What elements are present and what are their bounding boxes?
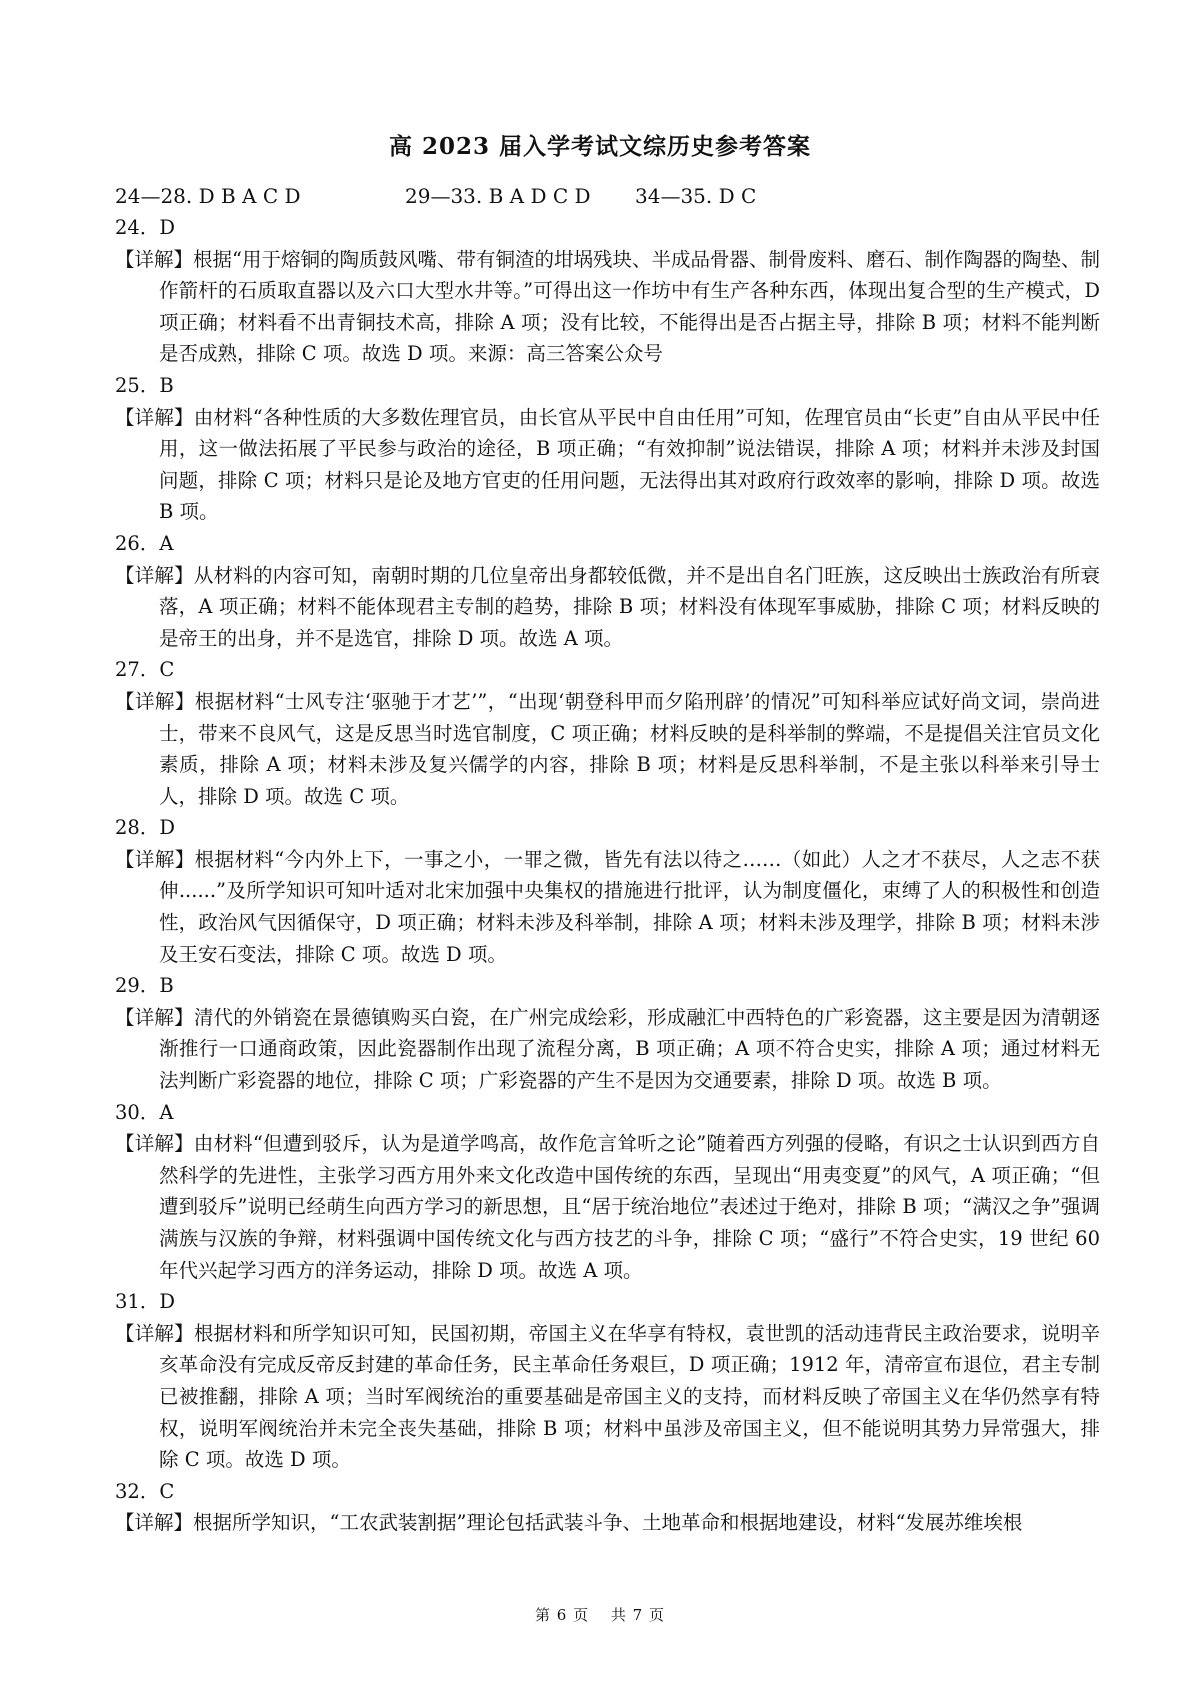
question-detail	[115, 844, 1100, 970]
question-block	[115, 812, 1100, 970]
question-detail	[115, 1002, 1100, 1097]
answer-list	[115, 212, 1100, 1539]
question-number: 30．A	[115, 1100, 174, 1124]
detail-tag: 【详解】	[115, 689, 195, 713]
question-block	[115, 370, 1100, 528]
detail-text: 根据材料“今内外上下，一事之小，一罪之微，皆先有法以待之……（如此）人之才不获尽，人之志不获伸......”及所学知识可知叶适对北宋加强中央集权的措施进行批评，认为制度僵化，束缚了人的积极性和创造性，政治风气因循保守，D 项正确；材料未涉及科举制，排除 A 项；材料未涉及理学，排除 B 项；材料未涉及王安石变法，排除 C 项。故选 D 项。	[159, 847, 1100, 966]
question-number: 27．C	[115, 658, 175, 682]
detail-text: 根据所学知识，“工农武装割据”理论包括武装斗争、土地革命和根据地建设，材料“发展苏维埃根	[193, 1511, 1023, 1535]
detail-tag: 【详解】	[115, 405, 194, 429]
question-detail	[115, 1507, 1100, 1539]
detail-tag: 【详解】	[115, 563, 194, 587]
summary-group-34-35: 34—35. D C	[635, 184, 757, 208]
page-title: 高 2023 届入学考试文综历史参考答案	[388, 133, 812, 160]
detail-tag: 【详解】	[115, 847, 195, 871]
page-footer: 第 6 页 共 7 页	[535, 1606, 665, 1624]
detail-text: 根据“用于熔铜的陶质鼓风嘴、带有铜渣的坩埚残块、半成品骨器、制骨废料、磨石、制作陶器的陶垫、制作箭杆的石质取直器以及六口大型水井等。”可得出这一作坊中有生产各种东西，体现出复合型的生产模式，D 项正确；材料看不出青铜技术高，排除 A 项；没有比较，不能得出是否占据主导，排除 B 项；材料不能判断是否成熟，排除 C 项。故选 D 项。来源：高三答案公众号	[159, 247, 1100, 366]
detail-text: 清代的外销瓷在景德镇购买白瓷，在广州完成绘彩，形成融汇中西特色的广彩瓷器，这主要是因为清朝逐渐推行一口通商政策，因此瓷器制作出现了流程分离，B 项正确；A 项不符合史实，排除 A 项；通过材料无法判断广彩瓷器的地位，排除 C 项；广彩瓷器的产生不是因为交通要素，排除 D 项。故选 B 项。	[159, 1005, 1100, 1093]
question-number: 24．D	[115, 216, 175, 239]
question-detail	[115, 402, 1100, 528]
question-detail	[115, 560, 1100, 655]
question-number: 25．B	[115, 373, 174, 397]
question-block	[115, 1476, 1100, 1539]
detail-tag: 【详解】	[115, 247, 194, 271]
detail-tag: 【详解】	[115, 1511, 194, 1535]
question-number: 29．B	[115, 974, 174, 998]
question-detail	[115, 244, 1100, 370]
question-block	[115, 1286, 1100, 1476]
question-number: 32．C	[115, 1479, 175, 1503]
detail-tag: 【详解】	[115, 1005, 194, 1029]
detail-text: 由材料“但遭到驳斥，认为是道学鸣高，故作危言耸听之论”随着西方列强的侵略，有识之士认识到西方自然科学的先进性，主张学习西方用外来文化改造中国传统的东西，呈现出“用夷变夏”的风气，A 项正确；“但遭到驳斥”说明已经萌生向西方学习的新思想，且“居于统治地位”表述过于绝对，排除 B 项；“满汉之争”强调满族与汉族的争辩，材料强调中国传统文化与西方技艺的斗争，排除 C 项；“盛行”不符合史实，19 世纪 60 年代兴起学习西方的洋务运动，排除 D 项。故选 A 项。	[159, 1132, 1100, 1282]
question-block	[115, 212, 1100, 370]
summary-group-24-28: 24—28. D B A C D	[115, 184, 301, 208]
question-detail	[115, 1318, 1100, 1476]
question-detail	[115, 686, 1100, 812]
detail-text: 从材料的内容可知，南朝时期的几位皇帝出身都较低微，并不是出自名门旺族，这反映出士族政治有所衰落，A 项正确；材料不能体现君主专制的趋势，排除 B 项；材料没有体现军事威胁，排除 C 项；材料反映的是帝王的出身，并不是选官，排除 D 项。故选 A 项。	[159, 563, 1100, 650]
question-detail	[115, 1128, 1100, 1286]
question-block	[115, 970, 1100, 1096]
question-number: 26．A	[115, 531, 174, 555]
question-block	[115, 528, 1100, 654]
summary-group-29-33: 29—33. B A D C D	[405, 184, 591, 208]
question-block	[115, 654, 1100, 812]
answer-summary	[115, 182, 1115, 210]
detail-text: 根据材料“士风专注‘驱驰于才艺’”，“出现‘朝登科甲而夕陷刑辟’的情况”可知科举应试好尚文词，崇尚进士，带来不良风气，这是反思当时选官制度，C 项正确；材料反映的是科举制的弊端，不是提倡关注官员文化素质，排除 A 项；材料未涉及复兴儒学的内容，排除 B 项；材料是反思科举制，不是主张以科举来引导士人，排除 D 项。故选 C 项。	[159, 689, 1100, 808]
question-block	[115, 1097, 1100, 1287]
question-number: 28．D	[115, 816, 175, 840]
detail-text: 根据材料和所学知识可知，民国初期，帝国主义在华享有特权，袁世凯的活动违背民主政治要求，说明辛亥革命没有完成反帝反封建的革命任务，民主革命任务艰巨，D 项正确；1912 年，清帝宣布退位，君主专制已被推翻，排除 A 项；当时军阀统治的重要基础是帝国主义的支持，而材料反映了帝国主义在华仍然享有特权，说明军阀统治并未完全丧失基础，排除 B 项；材料中虽涉及帝国主义，但不能说明其势力异常强大，排除 C 项。故选 D 项。	[159, 1321, 1100, 1472]
detail-tag: 【详解】	[115, 1321, 194, 1345]
detail-tag: 【详解】	[115, 1132, 194, 1156]
detail-text: 由材料“各种性质的大多数佐理官员，由长官从平民中自由任用”可知，佐理官员由“长吏”自由从平民中任用，这一做法拓展了平民参与政治的途径，B 项正确；“有效抑制”说法错误，排除 A 项；材料并未涉及封国问题，排除 C 项；材料只是论及地方官吏的任用问题，无法得出其对政府行政效率的影响，排除 D 项。故选 B 项。	[159, 405, 1100, 524]
question-number: 31．D	[115, 1290, 175, 1314]
